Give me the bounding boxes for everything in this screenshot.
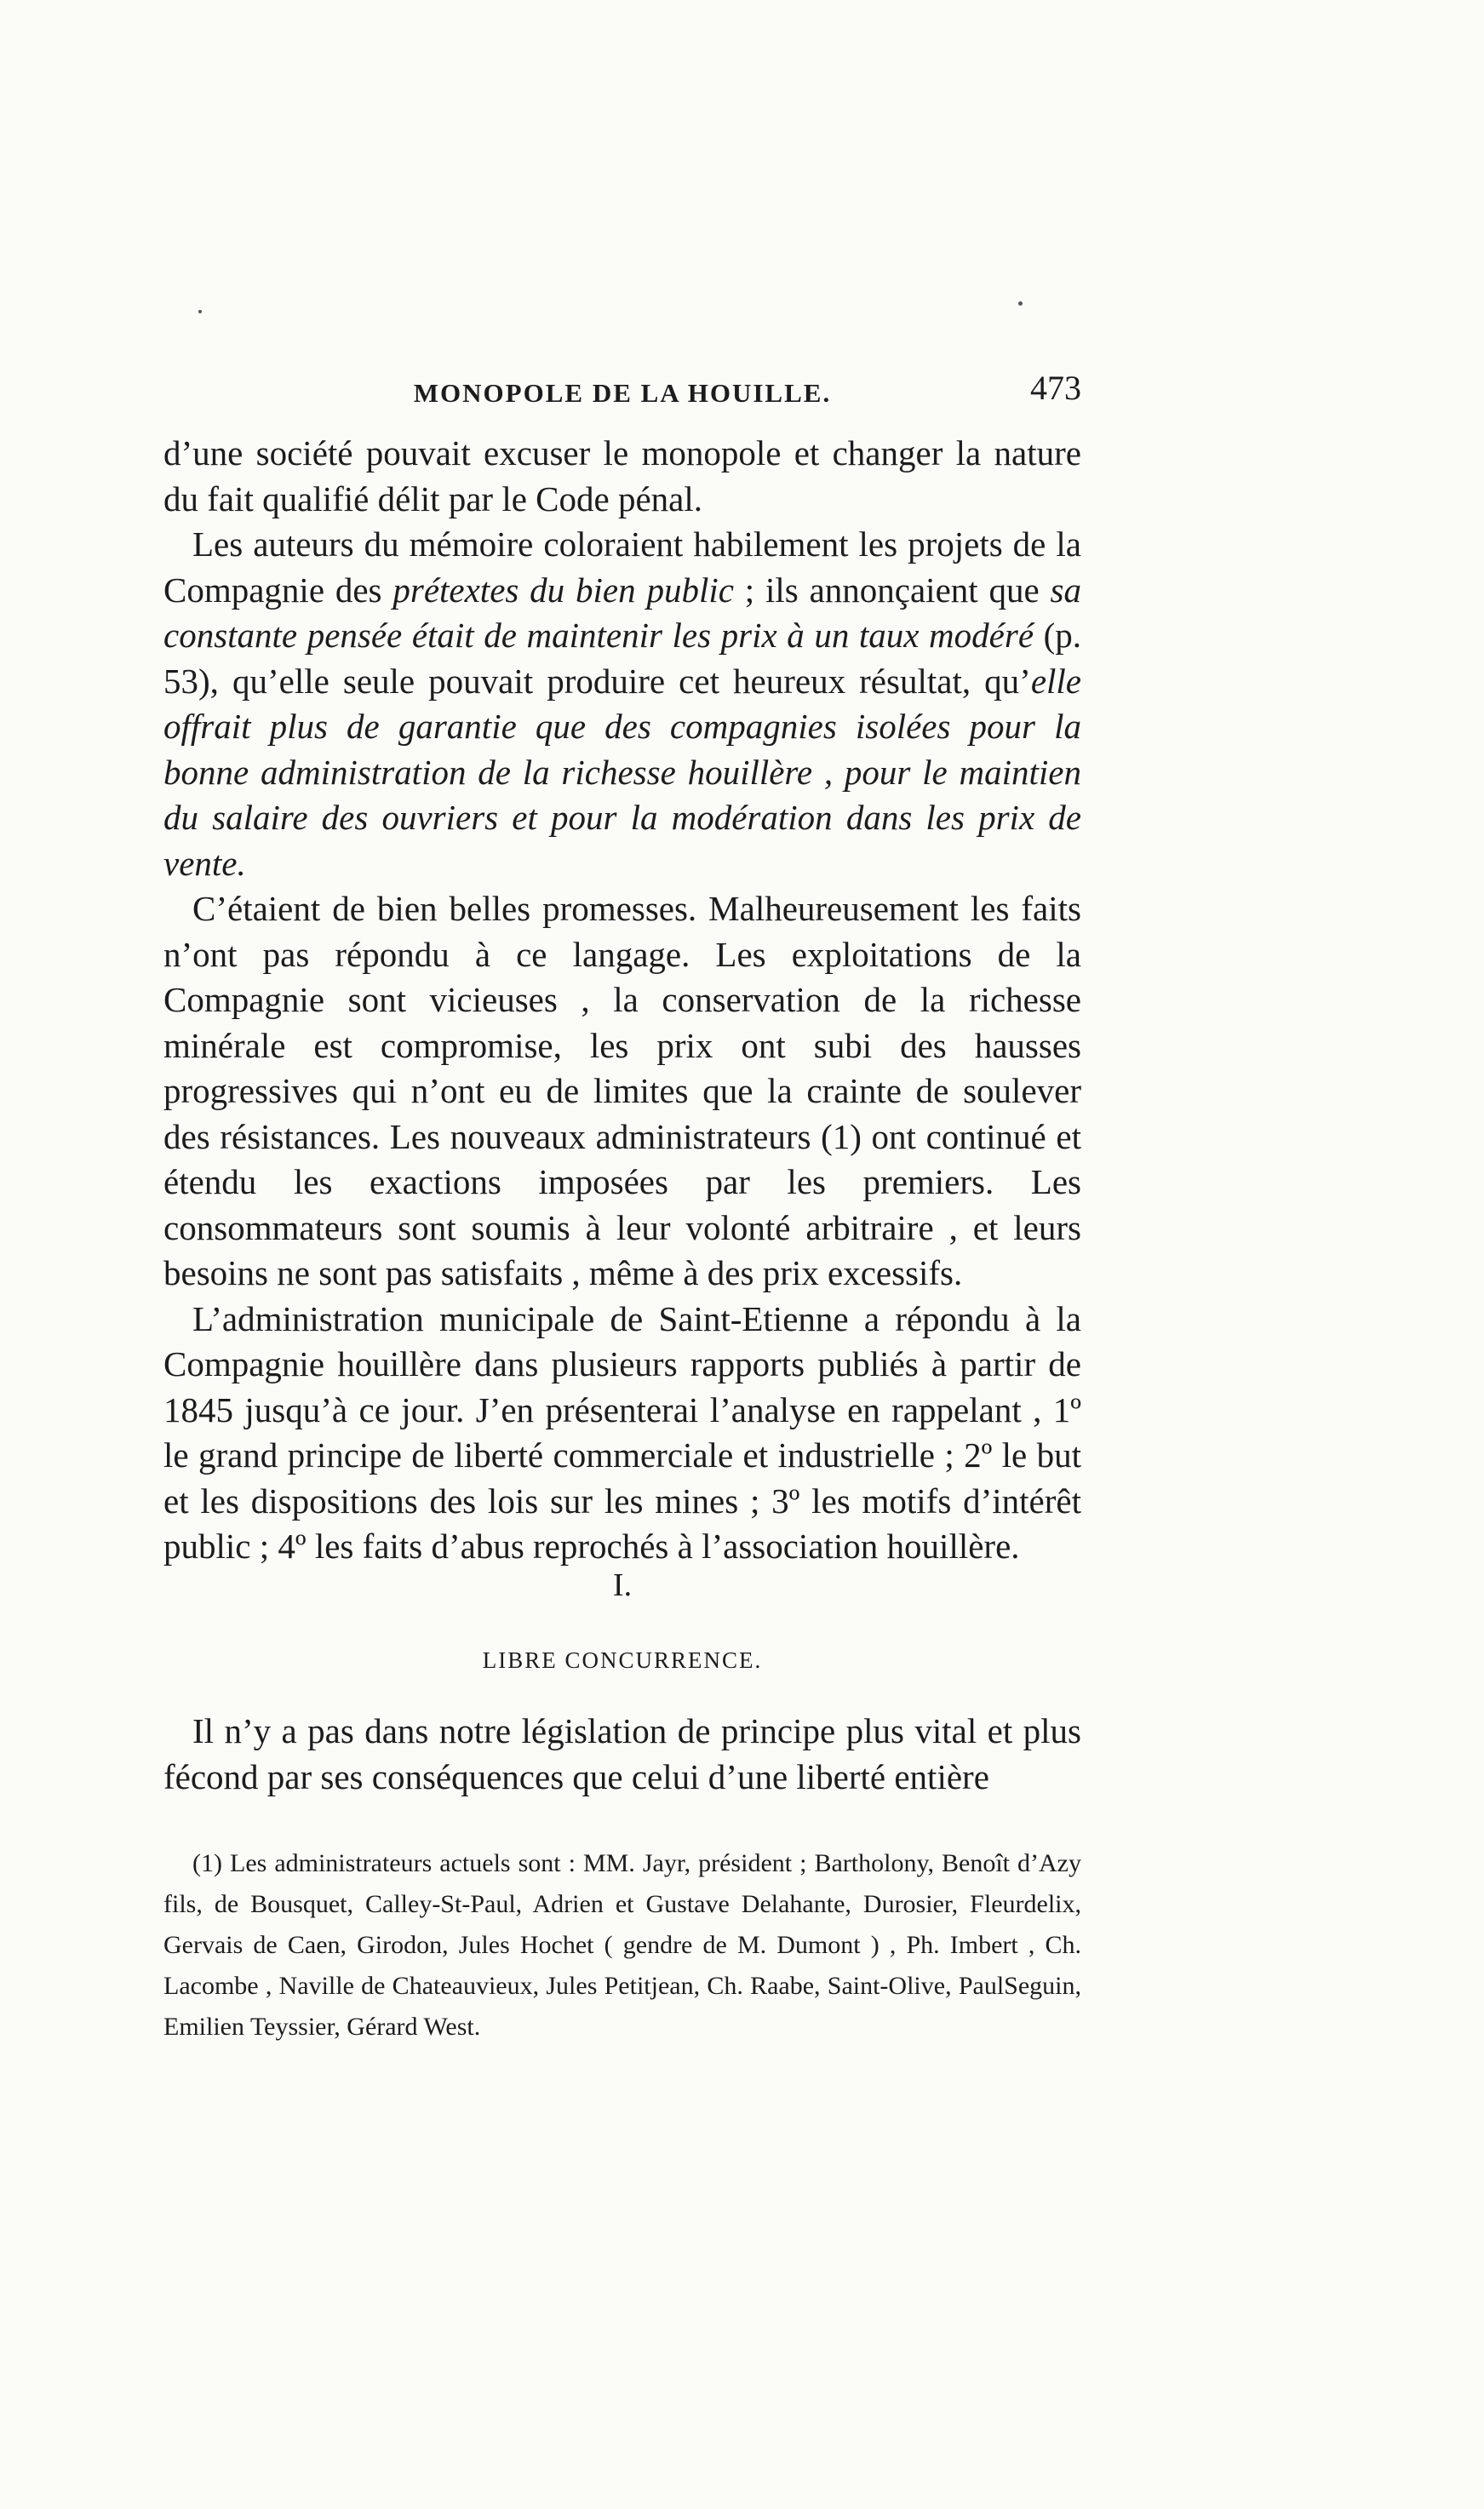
paragraph: Il n’y a pas dans notre législation de principe plus vital et plus fécond par ses conséquences que celui d’une liberté entière xyxy=(163,1711,1081,1796)
section-number: I. xyxy=(612,1567,633,1603)
paragraph-text: (p. 53), qu’elle seule pouvait produire cet heureux résultat, qu’ xyxy=(163,616,1082,701)
paragraph: d’une société pouvait excuser le monopole et changer la nature du fait qualifié délit par le Code pénal. xyxy=(163,433,1081,518)
italic-quote: sa constante pensée était de maintenir les prix à un taux modéré xyxy=(163,570,1081,655)
footnote-text: (1) Les administrateurs actuels sont : MM. Jayr, président ; Bartholony, Benoît d’Azy fils, de Bousquet, Calley-St-Paul, Adrien et Gustave Delahante, Durosier, Fleurdelix, Gervais de Caen, Girodon, Jules Hochet ( gendre de M. Dumont ) , Ph. Imbert , Ch. Lacombe , Naville de Chateauvieux, Jules Petitjean, Ch. Raabe, Saint-Olive, PaulSeguin, Emilien Teyssier, Gérard West. xyxy=(163,1849,1081,2041)
paragraph-text: ; ils annonçaient que xyxy=(733,570,1051,610)
body-text xyxy=(163,431,1081,1570)
paragraph: L’administration municipale de Saint-Etienne a répondu à la Compagnie houillère dans plusieurs rapports publiés à partir de 1845 jusqu’à ce jour. J’en présenterai l’analyse en rappelant , 1º le grand principe de liberté commerciale et industrielle ; 2º le but et les dispositions des lois sur les mines ; 3º les motifs d’intérêt public ; 4º les faits d’abus reprochés à l’association houillère. xyxy=(163,1298,1081,1566)
ink-speck xyxy=(198,310,202,313)
page-number: 473 xyxy=(1030,369,1081,407)
footnote xyxy=(163,1843,1081,2048)
italic-quote: elle offrait plus de garantie que des compagnies isolées pour la bonne administration de la richesse houillère , pour le maintien du salaire des ouvriers et pour la modération dans les prix de vente. xyxy=(163,661,1081,883)
ink-speck xyxy=(1018,301,1023,306)
running-head xyxy=(163,368,1081,419)
paragraph: C’étaient de bien belles promesses. Malheureusement les faits n’ont pas répondu à ce langage. Les exploitations de la Compagnie sont vicieuses , la conservation de la richesse minérale est compromise, les prix ont subi des hausses progressives qui n’ont eu de limites que la crainte de soulever des résistances. Les nouveaux administrateurs (1) ont continué et étendu les exactions imposées par les premiers. Les consommateurs sont soumis à leur volonté arbitraire , et leurs besoins ne sont pas satisfaits , même à des prix excessifs. xyxy=(163,889,1081,1292)
italic-quote: prétextes du bien public xyxy=(392,570,734,610)
paragraph xyxy=(163,522,1081,886)
section-body xyxy=(163,1709,1081,1800)
section-title: LIBRE CONCURRENCE. xyxy=(482,1647,763,1673)
running-title: MONOPOLE DE LA HOUILLE. xyxy=(413,378,832,408)
paragraph-text: Les auteurs du mémoire coloraient habilement les projets de la Compagnie des xyxy=(163,524,1081,610)
